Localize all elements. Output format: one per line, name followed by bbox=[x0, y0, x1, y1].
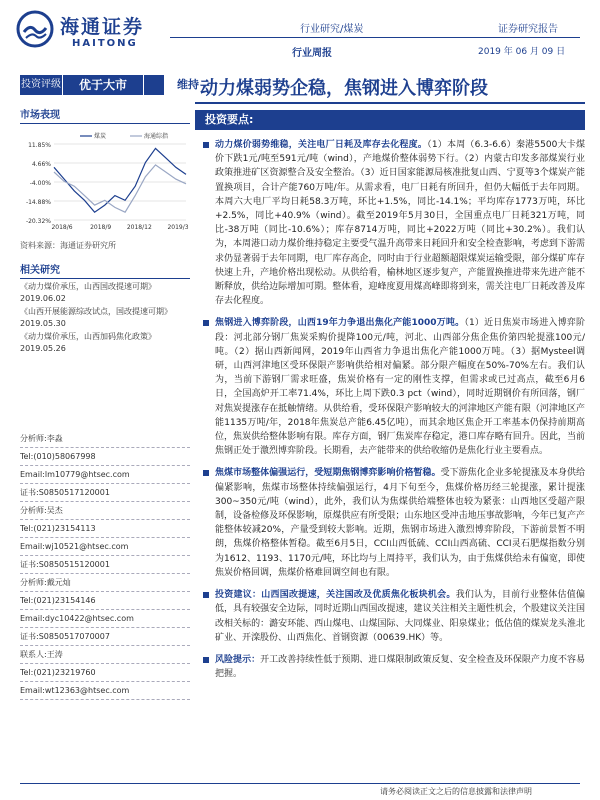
market-chart-svg bbox=[20, 128, 190, 238]
paragraph-text: （1）本周（6.3-6.6）秦港5500大卡煤价下跌1元/吨至591元/吨（wind），产地煤价整体弱势下行。（2）内蒙古印发多部煤炭行业政策推进矿区资源整合及安全整治。（3）近日国家能源局核准批复山西、宁夏等3个煤炭产能置换项目，合计产能760万吨/年。从需求看，电厂日耗有所回升，但仍大幅低于去年同期。本周六大电厂平均日耗58.3万吨，环比+1.5%，同比-14.1%；平均库存1773万吨，环比+2.5%，同比+40.9%（wind）。截至2019年5月30日，全国重点电厂日耗321万吨，同比-38万吨（同比-10.6%）；库存8714万吨，同比+2022万吨（同比+30.2%）。我们认为，本周港口动力煤价维持稳定主要受气温升高带来日耗回升和安全检查影响，考虑到下游需求仍显著弱于去年同期，电厂库存高企，同时由于行业超额超限煤炭运输受限，部分煤矿库存快速上升，产地价格出现松动。从供给看，榆林地区逐步复产，产能置换推进带来先进产能不断释放，供给边际增加可期。整体看，迎峰度夏用煤高峰即将到来，需关注电厂日耗改善及库存去化程度。 bbox=[215, 140, 585, 307]
paragraph-lead: 动力煤价弱势维稳，关注电厂日耗及库存去化程度。 bbox=[215, 140, 428, 150]
rating-value: 优于大市 bbox=[62, 75, 143, 95]
paragraph-lead: 投资建议：山西国改提速，关注国改及优质焦化板块机会。 bbox=[215, 590, 456, 601]
title-divider bbox=[195, 102, 585, 104]
haitong-logo-icon bbox=[16, 10, 54, 48]
paragraph-lead: 焦钢进入博弈阶段，山西19年力争退出焦化产能1000万吨。 bbox=[215, 318, 465, 329]
paragraph-text: （1）近日焦炭市场进入博弈阶段：河北部分钢厂焦炭采购价提降100元/吨，河北、山西部分焦企焦价第四轮提涨100元/吨。（2）据山西新闻网，2019年山西省力争退出焦化产能1000万吨。（3）据Mysteel调研，山西河津地区受环保限产影响供给相对偏紧。部分限产幅度在50%-70%左右。我们认为，当前下游钢厂需求旺盛，焦炭价格有一定的刚性支撑，但需求或已过高点，截至6月6日，全国高炉开工率71.4%，环比上周下跌0.3 pct（wind），同时近期钢价有所回落，钢厂对焦炭提涨存在抵触情绪。从供给看，受环保限产影响较大的河津地区产能有限（河津地区产能1135万吨/年，2018年焦炭总产能6.45亿吨），而其余地区焦企开工率基本仍保持前期高位，焦炭供给整体影响有限。库存方面，钢厂焦炭库存稳定，港口库存略有回升。因此，当前焦钢正处于激烈博弈阶段。长期看，去产能带来的供给收缩仍是焦化行业主要看点。 bbox=[215, 318, 585, 457]
analyst-line: Tel:(010)58067998 bbox=[20, 448, 190, 466]
series-line-0 bbox=[54, 148, 186, 212]
analyst-line: 联系人:王涛 bbox=[20, 646, 190, 664]
main-content bbox=[195, 110, 585, 770]
logo-text-en: HAITONG bbox=[72, 38, 138, 49]
related-item-date: 2019.06.02 bbox=[20, 294, 66, 303]
related-item-title[interactable]: 《动力煤价承压，山西国改提速可期》 bbox=[20, 282, 156, 291]
content-paragraph bbox=[195, 653, 585, 681]
footer-divider bbox=[20, 783, 580, 784]
bullet-icon bbox=[203, 142, 209, 148]
paragraph-lead: 风险提示： bbox=[215, 654, 261, 665]
y-tick-label: -4.00% bbox=[29, 180, 51, 187]
bullet-icon bbox=[203, 320, 209, 326]
related-item-date: 2019.05.30 bbox=[20, 319, 66, 328]
analyst-line: Tel:(021)23154146 bbox=[20, 592, 190, 610]
y-tick-label: 4.66% bbox=[31, 161, 51, 168]
analyst-line[interactable]: Email:dyc10422@htsec.com bbox=[20, 610, 190, 628]
content-heading: 投资要点: bbox=[195, 110, 585, 130]
footer-disclaimer: 请务必阅读正文之后的信息披露和法律声明 bbox=[380, 787, 532, 796]
content-paragraph bbox=[195, 138, 585, 308]
page-title: 动力煤弱势企稳，焦钢进入博弈阶段 bbox=[200, 78, 488, 99]
report-date: 2019 年 06 月 09 日 bbox=[478, 47, 566, 57]
analyst-line[interactable]: Email:lm10779@htsec.com bbox=[20, 466, 190, 484]
analyst-line: 分析师:吴杰 bbox=[20, 502, 190, 520]
paragraph-text: 开工改善持续性低于预期、进口煤限制政策反复、安全检查及环保限产力度不容易把握。 bbox=[215, 654, 585, 680]
x-tick-label: 2018/12 bbox=[126, 224, 152, 231]
related-heading: 相关研究 bbox=[20, 261, 190, 279]
related-research bbox=[20, 261, 190, 354]
report-subtype: 行业周报 bbox=[292, 48, 332, 59]
report-type: 证券研究报告 bbox=[498, 24, 558, 35]
bullet-icon bbox=[203, 592, 209, 598]
analyst-info bbox=[20, 430, 190, 700]
logo-text-cn: 海通证券 bbox=[60, 16, 145, 38]
y-tick-label: 11.85% bbox=[28, 142, 51, 149]
analyst-line[interactable]: Email:wt12363@htsec.com bbox=[20, 682, 190, 700]
market-heading: 市场表现 bbox=[20, 106, 190, 124]
rating-bar bbox=[20, 75, 199, 95]
related-item[interactable] bbox=[20, 331, 190, 354]
x-tick-label: 2018/6 bbox=[51, 224, 73, 231]
y-tick-label: -14.88% bbox=[25, 199, 51, 206]
chart-source: 资料来源：海通证券研究所 bbox=[20, 241, 116, 250]
analyst-line[interactable]: Email:wj10521@htsec.com bbox=[20, 538, 190, 556]
report-category: 行业研究/煤炭 bbox=[300, 24, 364, 35]
analyst-line: 证书:S0850517070007 bbox=[20, 628, 190, 646]
legend-label: 煤炭 bbox=[94, 133, 107, 140]
analyst-line: 证书:S0850517120001 bbox=[20, 484, 190, 502]
report-header bbox=[0, 0, 600, 62]
rating-divider bbox=[144, 75, 164, 95]
related-item-title[interactable]: 《动力煤价承压，山西加码焦化政策》 bbox=[20, 332, 156, 341]
content-paragraph bbox=[195, 588, 585, 645]
y-tick-label: -20.32% bbox=[25, 218, 51, 225]
related-item[interactable] bbox=[20, 306, 190, 329]
market-chart bbox=[20, 128, 190, 238]
series-line-1 bbox=[54, 165, 186, 212]
analyst-line: 分析师:李淼 bbox=[20, 430, 190, 448]
content-paragraph bbox=[195, 466, 585, 580]
rating-status: 维持 bbox=[177, 78, 199, 91]
analyst-line: Tel:(021)23219760 bbox=[20, 664, 190, 682]
bullet-icon bbox=[203, 470, 209, 476]
related-item[interactable] bbox=[20, 281, 190, 304]
haitong-logo bbox=[16, 10, 146, 50]
header-divider bbox=[170, 37, 580, 38]
paragraph-text: 我们认为，目前行业整体估值偏低，具有较强安全边际，同时近期山西国改提速，建议关注相关主题性机会，个股建议关注国改相关标的：潞安环能、西山煤电、山煤国际、大同煤业、阳泉煤业；低估值的煤炭龙头淮北矿业、开滦股份、山西焦化、首钢资源（00639.HK）等。 bbox=[215, 590, 585, 643]
legend-label: 海通综指 bbox=[144, 133, 169, 140]
bullet-icon bbox=[203, 657, 209, 663]
analyst-line: 证书:S0850515120001 bbox=[20, 556, 190, 574]
content-paragraph bbox=[195, 316, 585, 458]
paragraph-lead: 焦煤市场整体偏强运行，受短期焦钢博弈影响价格暂稳。 bbox=[215, 468, 441, 479]
analyst-line: 分析师:戴元灿 bbox=[20, 574, 190, 592]
x-tick-label: 2018/9 bbox=[90, 224, 112, 231]
x-tick-label: 2019/3 bbox=[167, 224, 189, 231]
analyst-line: Tel:(021)23154113 bbox=[20, 520, 190, 538]
rating-label: 投资评级 bbox=[20, 75, 62, 95]
paragraph-text: 受下游焦化企业多轮提涨及本身供给偏紧影响，焦煤市场整体持续偏强运行，4月下旬至今，焦煤价格历经三轮提涨，累计提涨300~350元/吨（wind），此外，我们认为焦煤供给端整体也较为紧张：山西地区受超产限制，设备检修及环保影响，原煤供应有所受限；山东地区受冲击地压事故影响，今年已复产产能整体较减20%，产量受到较大影响。近期，焦钢市场进入激烈博弈阶段，下游前景暂不明朗，焦煤价格整体暂稳。截至6月5日，CCI山西低硫、CCI山西高硫、CCI灵石肥煤指数分别为1612、1193、1170元/吨，环比均与上周持平，我们认为，由于焦煤供给未有偏宽，即使焦炭价格回调，焦煤价格难回调空间也有限。 bbox=[215, 468, 585, 578]
sidebar bbox=[20, 106, 190, 354]
related-item-title[interactable]: 《山西开展能源综改试点，国改提速可期》 bbox=[20, 307, 172, 316]
related-item-date: 2019.05.26 bbox=[20, 344, 66, 353]
